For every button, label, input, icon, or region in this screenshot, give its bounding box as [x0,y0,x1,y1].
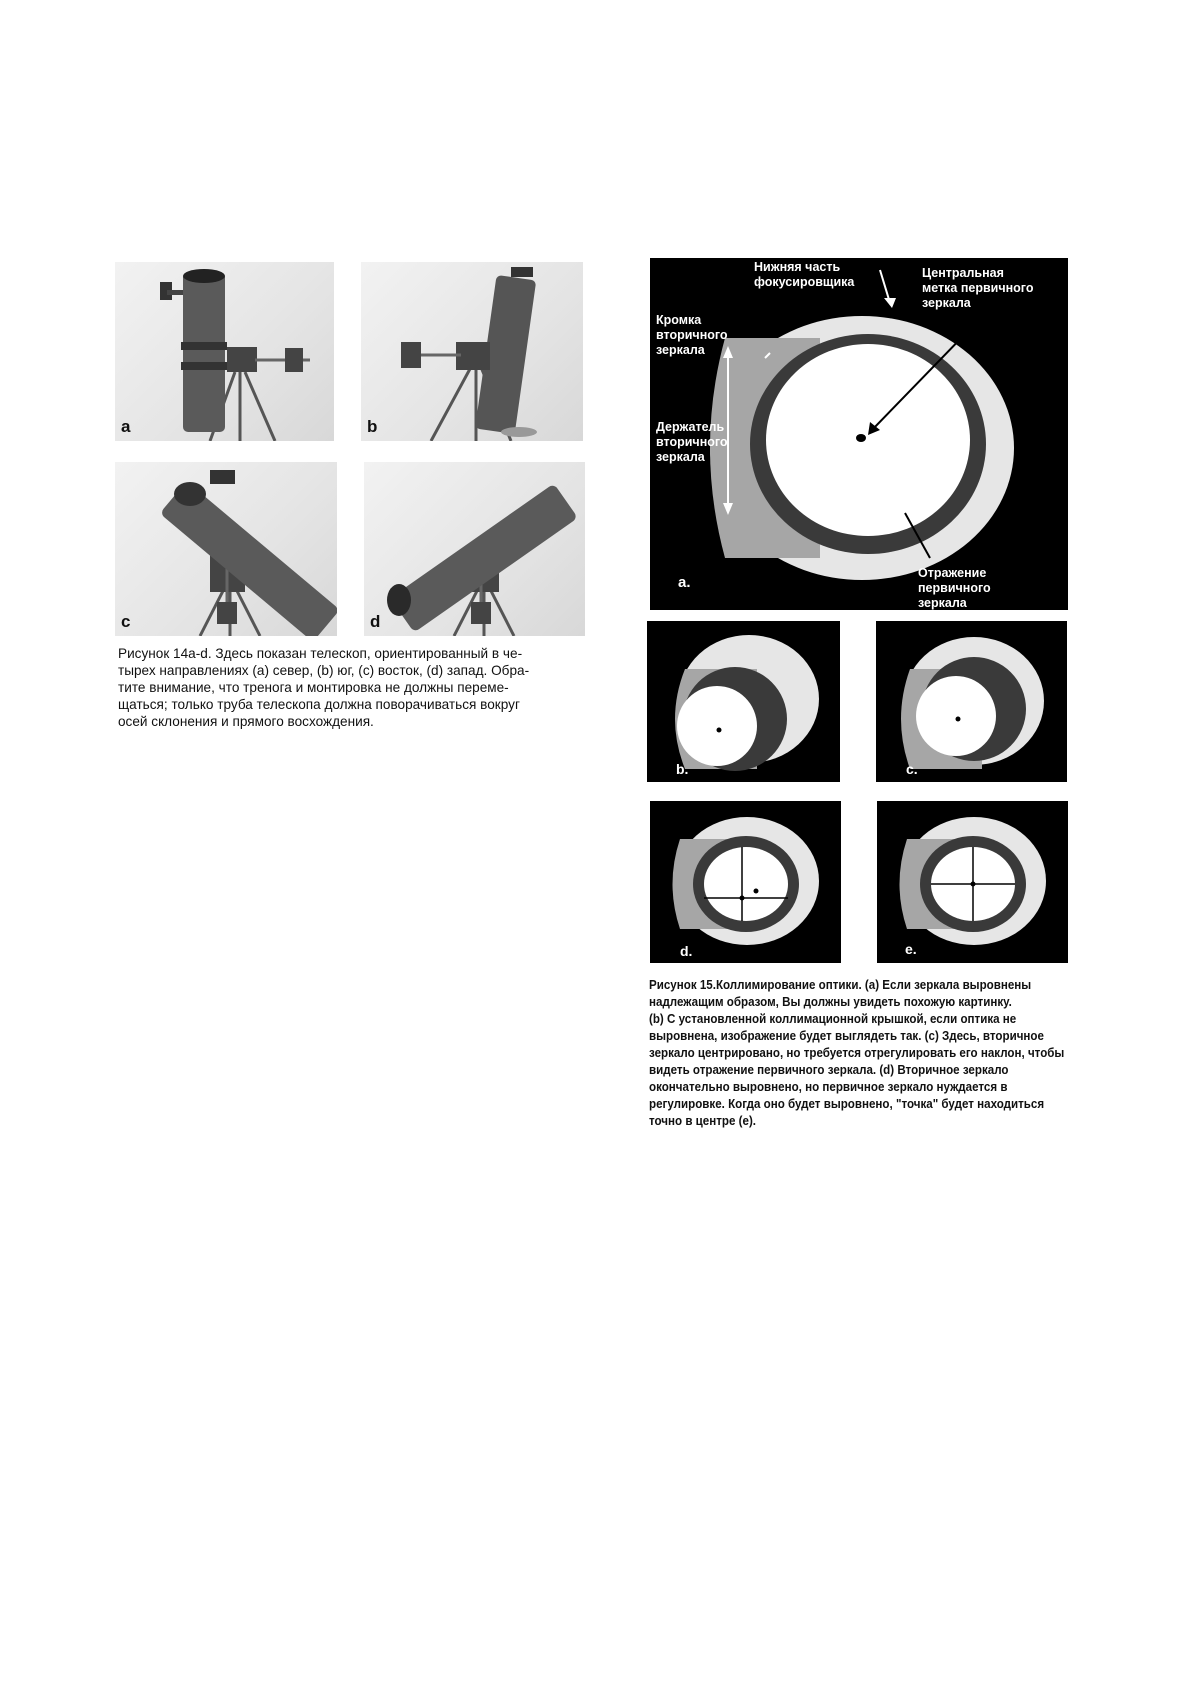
photo-label: c [121,612,131,631]
photo-label: d [370,612,381,631]
caption-line: тырех направлениях (a) север, (b) юг, (c) восток, (d) запад. Обра- [118,663,530,678]
label-secondary-edge: Кромка вторичного зеркала [656,313,728,357]
panel-label: a. [678,574,691,591]
collimation-diagram-d [650,801,841,963]
telescope-illustration-a [115,262,334,441]
collimation-diagram-c [876,621,1067,782]
caption-line: регулировке. Когда оно будет выровнено, "точка" будет находиться [649,1097,1045,1111]
caption-line: выровнена, изображение будет выглядеть так. (c) Здесь, вторичное [649,1029,1044,1043]
label-secondary-holder: Держатель вторичного зеркала [656,420,728,464]
collimation-panel-c [876,621,1067,782]
photo-14a [115,262,334,441]
label-central-mark: Центральная метка первичного зеркала [922,266,1034,310]
caption-line: Рисунок 15.Коллимирование оптики. (a) Если зеркала выровнены [649,978,1032,992]
panel-label: e. [905,941,917,957]
collimation-panel-e [877,801,1068,963]
telescope-illustration-b [361,262,583,441]
caption-line: Рисунок 14a-d. Здесь показан телескоп, ориентированный в че- [118,646,523,661]
caption-line: осей склонения и прямого восхождения. [118,714,374,729]
collimation-diagram-e [877,801,1068,963]
collimation-panel-b [647,621,840,782]
photo-label: a [121,417,131,436]
photo-label: b [367,417,378,436]
photo-14d [364,462,585,636]
label-primary-reflection: Отражение первичного зеркала [918,566,991,610]
caption-line: зеркало центрировано, но требуется отрегулировать его наклон, чтобы [649,1046,1065,1060]
telescope-illustration-c [115,462,337,636]
center-mark [856,434,866,442]
primary-mirror [766,344,970,536]
label-focuser-bottom: Нижняя часть фокусировщика [754,260,855,289]
photo-14c [115,462,337,636]
panel-label: d. [680,943,693,959]
caption-line: точно в центре (e). [649,1114,757,1128]
photo-14b [361,262,583,441]
caption-line: щаться; только труба телескопа должна поворачиваться вокруг [118,697,520,712]
caption-line: окончательно выровнено, но первичное зеркало нуждается в [649,1080,1008,1094]
collimation-diagram-b [647,621,840,782]
telescope-illustration-d [364,462,585,636]
caption-line: надлежащим образом, Вы должны увидеть похожую картинку. [649,995,1012,1009]
caption-line: (b) С установленной коллимационной крышкой, если оптика не [649,1012,1017,1026]
caption-line: тите внимание, что тренога и монтировка не должны переме- [118,680,509,695]
collimation-panel-a [650,258,1068,610]
figure-14-caption [118,645,588,730]
collimation-panel-d [650,801,841,963]
panel-label: c. [906,761,918,777]
figure-15-caption [649,977,1081,1130]
panel-label: b. [676,761,689,777]
caption-line: видеть отражение первичного зеркала. (d) Вторичное зеркало [649,1063,1009,1077]
